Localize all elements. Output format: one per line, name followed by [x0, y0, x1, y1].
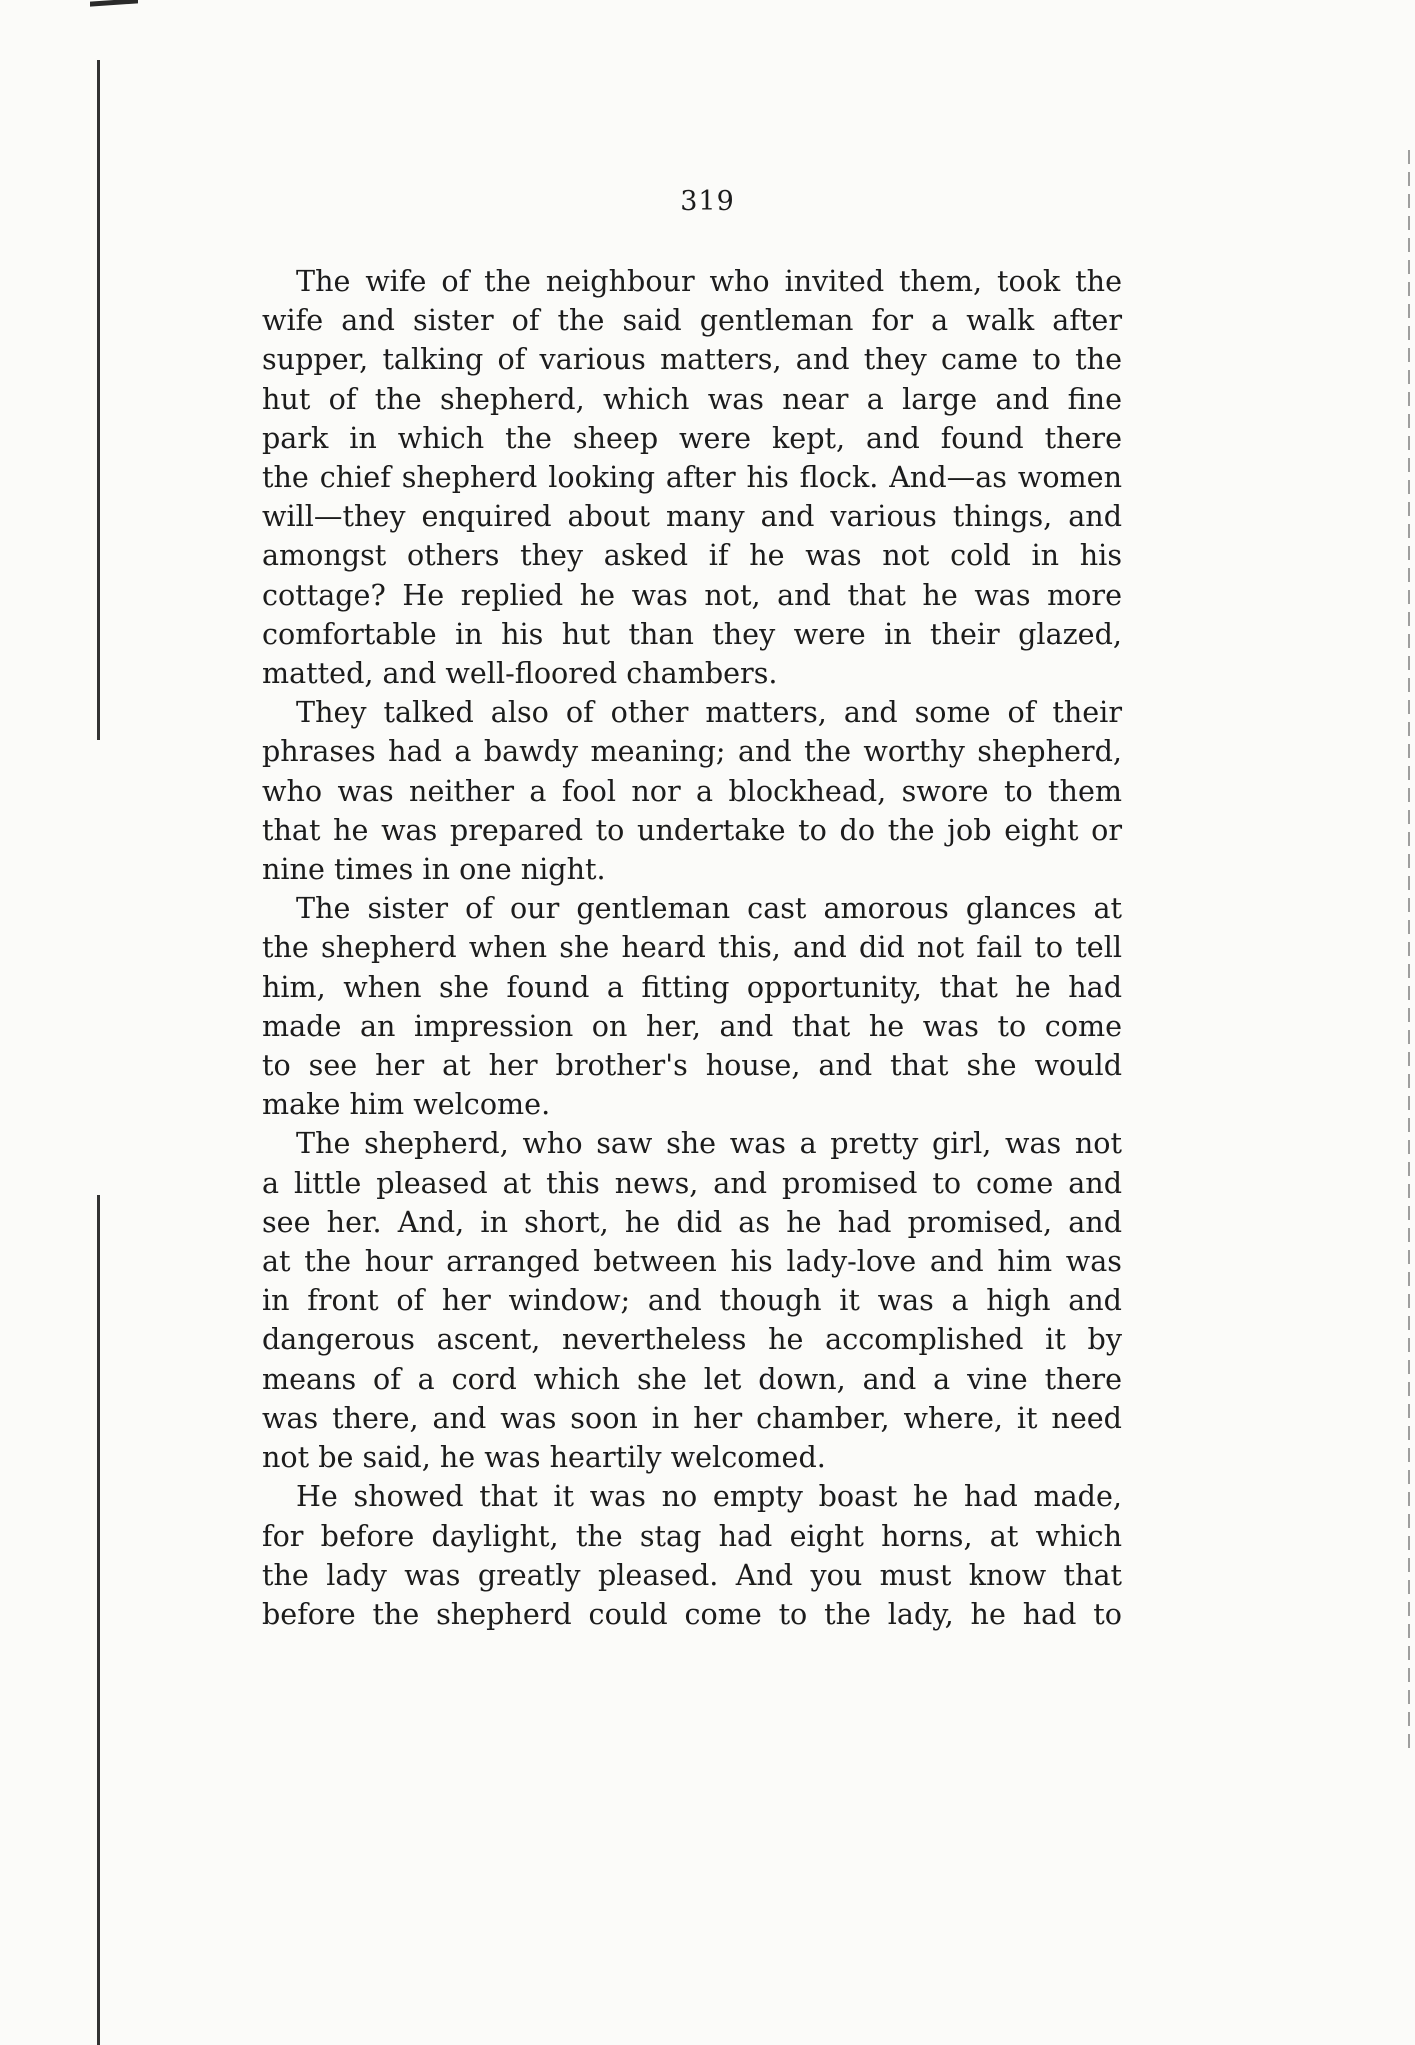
- page-number: 319: [680, 186, 735, 217]
- text-line: who was neither a fool nor a blockhead, swore to them: [262, 773, 1122, 808]
- text-line: in front of her window; and though it was a high and: [262, 1283, 1122, 1318]
- text-line: him, when she found a fitting opportunity, that he had: [262, 969, 1122, 1004]
- text-line: They talked also of other matters, and some of their: [296, 695, 1122, 730]
- paragraph: [262, 889, 1122, 1124]
- text-line: was there, and was soon in her chamber, where, it need: [262, 1400, 1122, 1435]
- text-line: phrases had a bawdy meaning; and the worthy shepherd,: [262, 734, 1122, 769]
- scan-binding-line: [97, 1195, 100, 2045]
- text-line: the lady was greatly pleased. And you must know that: [262, 1557, 1122, 1592]
- text-line: the chief shepherd looking after his flock. And—as women: [262, 460, 1122, 495]
- text-line: cottage? He replied he was not, and that he was more: [262, 577, 1122, 612]
- text-line: for before daylight, the stag had eight horns, at which: [262, 1518, 1122, 1553]
- text-line: a little pleased at this news, and promised to come and: [262, 1165, 1122, 1200]
- text-line: wife and sister of the said gentleman for a walk after: [262, 303, 1122, 338]
- text-line: not be said, he was heartily welcomed.: [262, 1440, 826, 1475]
- text-line: will—they enquired about many and various things, and: [262, 499, 1122, 534]
- text-line: He showed that it was no empty boast he had made,: [296, 1479, 1122, 1514]
- text-line: hut of the shepherd, which was near a large and fine: [262, 381, 1122, 416]
- text-line: comfortable in his hut than they were in their glazed,: [262, 616, 1122, 651]
- text-line: means of a cord which she let down, and a vine there: [262, 1361, 1122, 1396]
- text-line: made an impression on her, and that he was to come: [262, 1008, 1122, 1043]
- text-line: amongst others they asked if he was not cold in his: [262, 538, 1122, 573]
- paragraph: [262, 262, 1122, 693]
- paragraph: [262, 693, 1122, 889]
- scan-binding-line: [97, 60, 100, 740]
- text-line: make him welcome.: [262, 1087, 551, 1122]
- text-line: nine times in one night.: [262, 852, 606, 887]
- text-line: that he was prepared to undertake to do the job eight or: [262, 812, 1122, 847]
- paragraph: [262, 1124, 1122, 1477]
- paragraph: [262, 1477, 1122, 1634]
- scan-page-edge: [1408, 150, 1410, 1750]
- text-line: supper, talking of various matters, and they came to the: [262, 342, 1122, 377]
- text-line: The shepherd, who saw she was a pretty girl, was not: [296, 1126, 1122, 1161]
- text-line: see her. And, in short, he did as he had promised, and: [262, 1204, 1122, 1239]
- text-line: at the hour arranged between his lady-love and him was: [262, 1244, 1122, 1279]
- body-text: [262, 262, 1122, 1634]
- scan-edge-mark: [90, 0, 138, 7]
- text-line: the shepherd when she heard this, and did not fail to tell: [262, 930, 1122, 965]
- text-line: park in which the sheep were kept, and found there: [262, 420, 1122, 455]
- text-line: matted, and well-floored chambers.: [262, 656, 778, 691]
- text-line: The sister of our gentleman cast amorous glances at: [296, 891, 1122, 926]
- text-line: dangerous ascent, nevertheless he accomplished it by: [262, 1322, 1122, 1357]
- text-line: before the shepherd could come to the lady, he had to: [262, 1596, 1122, 1631]
- text-line: The wife of the neighbour who invited them, took the: [296, 264, 1122, 298]
- text-line: to see her at her brother's house, and that she would: [262, 1048, 1122, 1083]
